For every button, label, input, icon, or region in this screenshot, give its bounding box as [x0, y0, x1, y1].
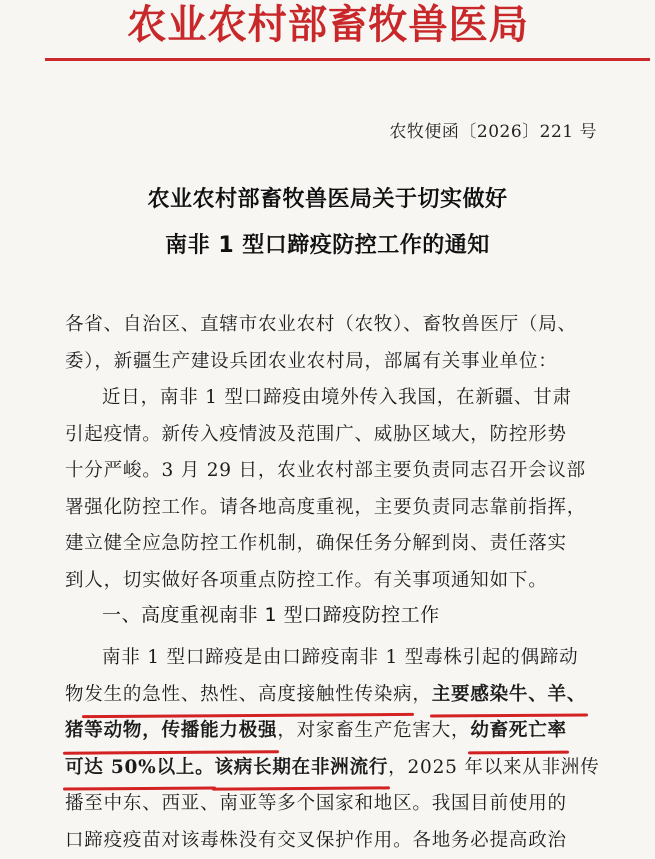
- text-run: ，: [412, 683, 432, 705]
- body-line: [65, 713, 625, 750]
- highlighted-phrase: 主要感染牛、羊、: [432, 677, 586, 714]
- body-line: [65, 677, 625, 714]
- section-heading: 一、高度重视南非 1 型口蹄疫防控工作: [102, 604, 440, 626]
- letterhead-divider: [45, 58, 650, 61]
- intro-line: 引起疫情。新传入疫情波及范围广、威胁区域大，防控形势: [65, 423, 567, 445]
- addressee-line: 各省、自治区、直辖市农业农村（农牧）、畜牧兽医厅（局、: [65, 314, 577, 335]
- text-run: ，2025 年以来从非洲传: [388, 756, 600, 778]
- intro-line: 十分严峻。3 月 29 日，农业农村部主要负责同志召开会议部: [65, 460, 586, 481]
- body-line: [65, 750, 625, 787]
- body-line: 口蹄疫疫苗对该毒株没有交叉保护作用。各地务必提高政治: [65, 829, 567, 851]
- body-line: 南非 1 型口蹄疫是由口蹄疫南非 1 型毒株引起的偶蹄动: [102, 647, 579, 668]
- intro-paragraph: [65, 380, 625, 599]
- letterhead: [0, 0, 655, 60]
- highlighted-phrase: 发生的急性、热性、高度接触性传染病: [84, 677, 412, 714]
- document-title-line-1: 农业农村部畜牧兽医局关于切实做好: [147, 187, 508, 212]
- intro-line: 建立健全应急防控工作机制，确保任务分解到岗、责任落实: [65, 533, 567, 554]
- intro-line: 近日，南非 1 型口蹄疫由境外传入我国，在新疆、甘肃: [102, 387, 572, 408]
- text-run: ，对家畜生产危害大，: [277, 720, 471, 741]
- highlighted-phrase: 可达 50%以上。: [65, 750, 214, 787]
- intro-line: 署强化防控工作。请各地高度重视，主要负责同志靠前指挥，: [65, 496, 587, 518]
- highlighted-phrase: 幼畜死亡率: [470, 713, 567, 750]
- text-run: 物: [65, 683, 85, 705]
- body-line: 播至中东、西亚、南亚等多个国家和地区。我国目前使用的: [65, 793, 567, 814]
- addressee-block: [65, 307, 625, 380]
- intro-line: 到人，切实做好各项重点防控工作。有关事项通知如下。: [65, 569, 548, 591]
- letterhead-title: 农业农村部畜牧兽医局: [126, 1, 529, 48]
- document-number: 农牧便函〔2026〕221 号: [389, 122, 597, 142]
- highlighted-phrase: 猪等动物，传播能力极强: [65, 713, 277, 750]
- addressee-line: 委），新疆生产建设兵团农业农村局，部属有关事业单位：: [65, 350, 558, 372]
- body-paragraph: [65, 640, 625, 859]
- document-title-line-2: 南非 1 型口蹄疫防控工作的通知: [165, 233, 490, 258]
- highlighted-phrase: 该病长期在非洲流行: [214, 750, 388, 787]
